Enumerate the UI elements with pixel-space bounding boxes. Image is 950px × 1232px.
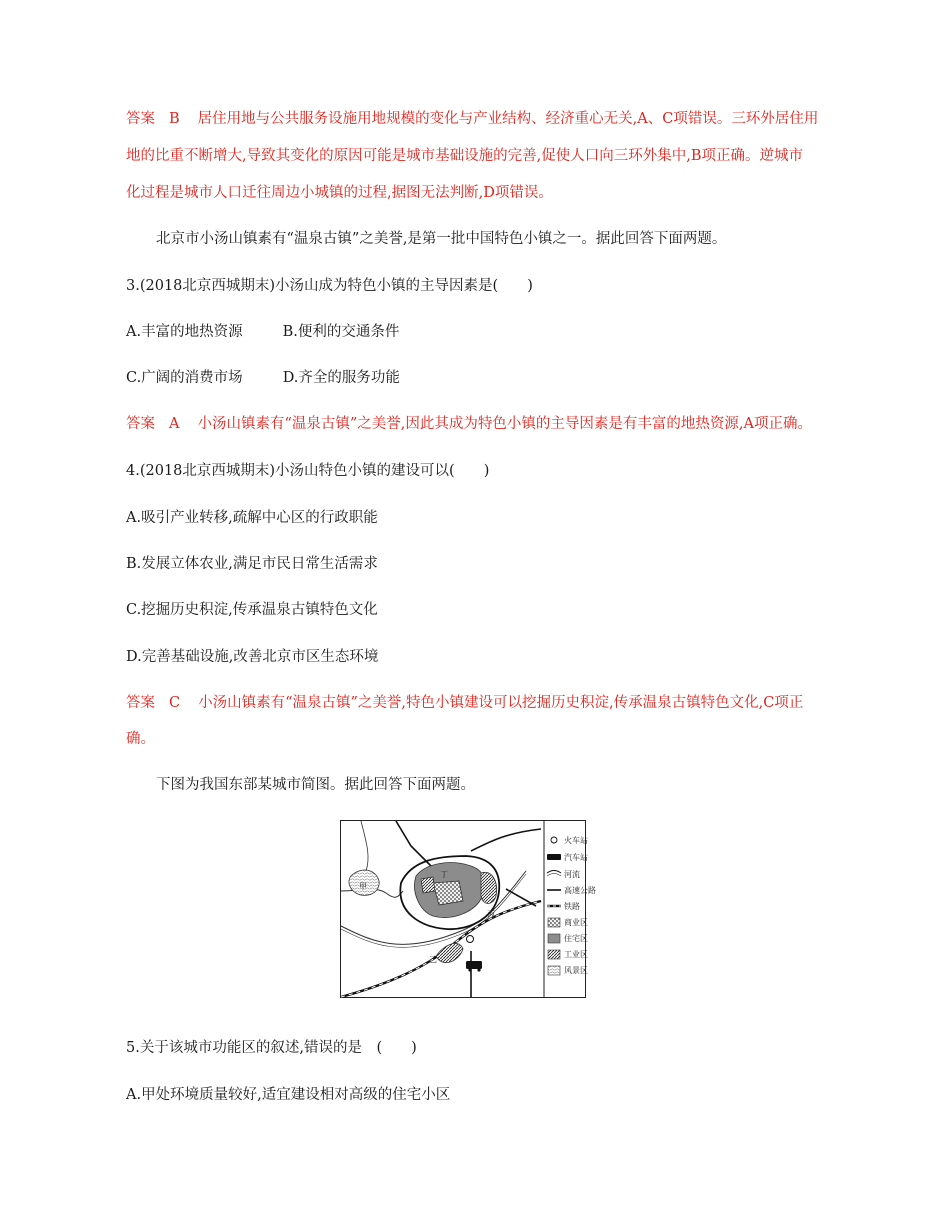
answer-text: 居住用地与公共服务设施用地规模的变化与产业结构、经济重心无关,A、C项错误。三环外居住用 [197,111,819,127]
answer-1-line-3: 化过程是城市人口迁往周边小城镇的过程,据图无法判断,D项错误。 [126,185,553,201]
legend-label: 高速公路 [564,886,596,895]
legend-label: 铁路 [564,902,580,911]
industrial-zone [421,877,435,893]
option-a: A.吸引产业转移,疏解中心区的行政职能 [126,510,378,526]
bus-station-icon [466,961,482,969]
city-map-figure [340,820,596,998]
highway [471,829,541,851]
option-a: A.甲处环境质量较好,适宜建设相对高级的住宅小区 [126,1087,451,1103]
answer-4-line-2: 确。 [126,731,155,747]
label-bing: 丙 [487,910,495,919]
train-station-icon [467,936,474,943]
intro-paragraph-1: 北京市小汤山镇素有“温泉古镇”之美誉,是第一批中国特色小镇之一。据此回答下面两题。 [156,231,727,247]
answer-label: 答案 [126,416,155,432]
industrial-zone [481,872,497,903]
option-b: B.发展立体农业,满足市民日常生活需求 [126,556,378,572]
question-3-options-cd [126,368,400,388]
option-a: A.丰富的地热资源 [126,324,243,340]
answer-key: A [169,416,180,432]
option-c: C.挖掘历史积淀,传承温泉古镇特色文化 [126,602,378,618]
answer-3 [126,414,812,434]
intro-paragraph-2: 下图为我国东部某城市简图。据此回答下面两题。 [156,777,475,793]
answer-key: C [169,695,181,711]
answer-4-line-1 [126,693,803,713]
question-4-stem: 4.(2018北京西城期末)小汤山特色小镇的建设可以( ) [126,463,490,479]
highway [396,821,431,866]
industrial-zone [436,943,463,962]
answer-text: 小汤山镇素有“温泉古镇”之美誉,特色小镇建设可以挖掘历史积淀,传承温泉古镇特色文化,C项正 [198,695,804,711]
label-yi: 乙 [429,955,437,964]
answer-1-line-2: 地的比重不断增大,导致其变化的原因可能是城市基础设施的完善,促使人口向三环外集中,B项正确。逆城市 [126,148,803,164]
river [361,821,368,871]
legend-label: 住宅区 [564,934,588,943]
label-jia: 甲 [359,882,367,891]
question-5-stem: 5.关于该城市功能区的叙述,错误的是 ( ) [126,1040,417,1056]
option-b: B.便利的交通条件 [282,324,400,340]
option-c: C.广阔的消费市场 [126,370,243,386]
answer-label: 答案 [126,111,155,127]
legend-label: 汽车站 [564,853,588,862]
map-legend [547,835,596,975]
legend-label: 工业区 [564,950,588,959]
option-d: D.完善基础设施,改善北京市区生态环境 [126,649,379,665]
option-d: D.齐全的服务功能 [282,370,400,386]
legend-label: 风景区 [564,966,588,975]
answer-text: 小汤山镇素有“温泉古镇”之美誉,因此其成为特色小镇的主导因素是有丰富的地热资源,A项正确。 [197,416,812,432]
answer-label: 答案 [126,695,155,711]
question-3-options-ab [126,322,399,342]
legend-label: 火车站 [564,836,588,845]
legend-label: 商业区 [564,918,588,927]
answer-key: B [169,111,180,127]
question-3-stem: 3.(2018北京西城期末)小汤山成为特色小镇的主导因素是( ) [126,278,533,294]
answer-1-line-1 [126,109,818,129]
legend-label: 河流 [564,870,580,879]
label-ding: 丁 [440,870,448,879]
